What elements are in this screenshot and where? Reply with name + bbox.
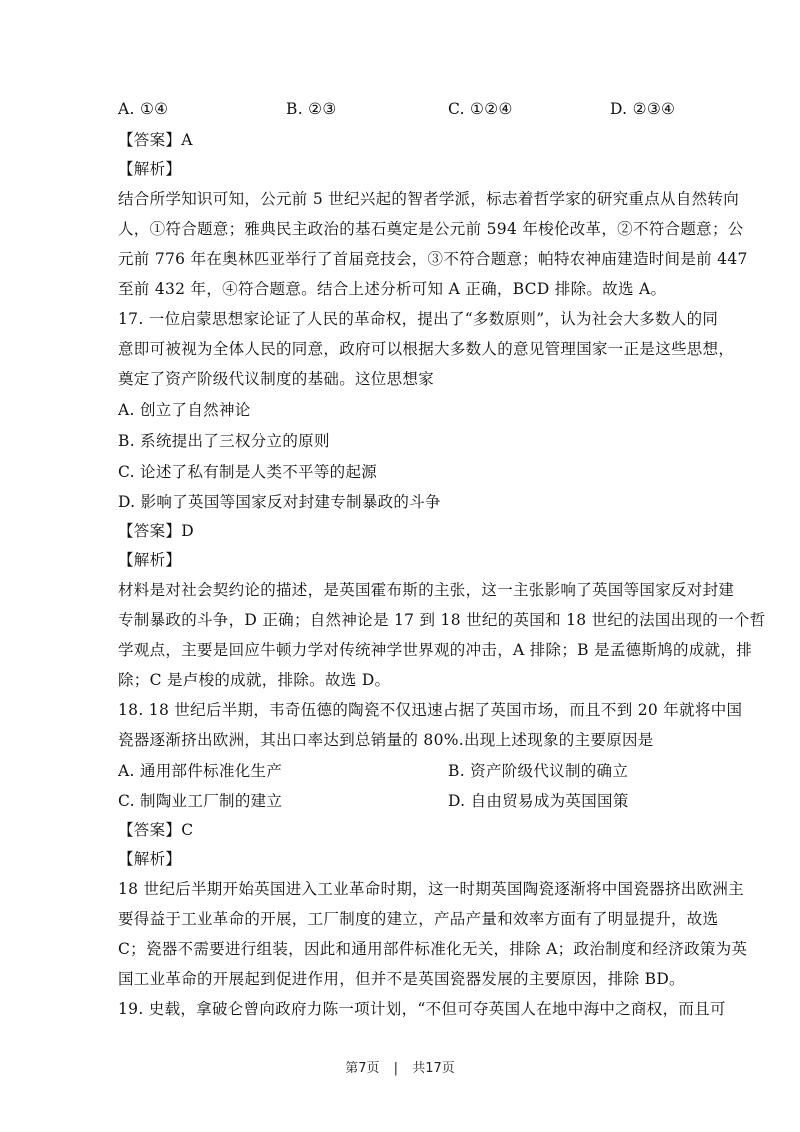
q18-stem-line-2: 瓷器逐渐挤出欧洲，其出口率达到总销量的 80%.出现上述现象的主要原因是 <box>118 731 654 749</box>
q18-options-row-2 <box>118 790 688 812</box>
q17-analysis-line-1: 材料是对社会契约论的描述，是英国霍布斯的主张，这一主张影响了英国等国家反对封建 <box>118 581 735 599</box>
q17-analysis-line-3: 学观点，主要是回应牛顿力学对传统神学世界观的冲击，A 排除；B 是孟德斯鸠的成就，排 <box>118 641 753 659</box>
q16-analysis-line-2: 人，①符合题意；雅典民主政治的基石奠定是公元前 594 年梭伦改革，②不符合题意；公 <box>118 220 744 238</box>
q16-option-d: D. ②③④ <box>610 100 676 118</box>
q16-options <box>118 98 688 120</box>
q17-analysis-line-4: 除；C 是卢梭的成就，排除。故选 D。 <box>118 671 391 689</box>
q18-analysis-line-2: 要得益于工业革命的开展，工厂制度的建立，产品产量和效率方面有了明显提升，故选 <box>118 910 719 928</box>
q17-option-d: D. 影响了英国等国家反对封建专制暴政的斗争 <box>118 493 441 511</box>
q18-analysis-line-4: 国工业革命的开展起到促进作用，但并不是英国瓷器发展的主要原因，排除 BD。 <box>118 970 685 988</box>
total-pages: 共17页 <box>412 1061 455 1076</box>
q18-options-row-1 <box>118 760 688 782</box>
q16-analysis-label: 【解析】 <box>118 160 182 178</box>
q16-analysis-line-4: 至前 432 年，④符合题意。结合上述分析可知 A 正确，BCD 排除。故选 A。 <box>118 280 667 298</box>
q18-option-a: A. 通用部件标准化生产 <box>118 762 283 780</box>
q16-option-b: B. ②③ <box>286 100 337 118</box>
page-footer <box>0 1057 800 1076</box>
q16-option-c: C. ①②④ <box>448 100 513 118</box>
q17-option-c: C. 论述了私有制是人类不平等的起源 <box>118 463 378 481</box>
q17-option-a: A. 创立了自然神论 <box>118 401 251 419</box>
q17-analysis-label: 【解析】 <box>118 551 182 569</box>
q16-analysis-line-1: 结合所学知识可知，公元前 5 世纪兴起的智者学派，标志着哲学家的研究重点从自然转向 <box>118 190 740 208</box>
q18-stem-line-1: 18. 18 世纪后半期，韦奇伍德的陶瓷不仅迅速占据了英国市场，而且不到 20 年就将中国 <box>118 701 743 719</box>
q18-option-b: B. 资产阶级代议制的确立 <box>448 762 629 780</box>
q19-stem-line-1: 19. 史载，拿破仑曾向政府力陈一项计划，“不但可夺英国人在地中海中之商权，而且可 <box>118 1000 726 1018</box>
q17-stem-line-2: 意即可被视为全体人民的同意，政府可以根据大多数人的意见管理国家一正是这些思想， <box>118 340 735 358</box>
q17-answer: 【答案】D <box>118 522 194 540</box>
q16-analysis-line-3: 元前 776 年在奥林匹亚举行了首届竞技会，③不符合题意；帕特农神庙建造时间是前 447 <box>118 250 748 268</box>
q18-analysis-label: 【解析】 <box>118 850 182 868</box>
q18-answer: 【答案】C <box>118 821 194 839</box>
q18-option-c: C. 制陶业工厂制的建立 <box>118 792 283 810</box>
q18-analysis-line-3: C；瓷器不需要进行组装，因此和通用部件标准化无关，排除 A；政治制度和经济政策为英 <box>118 940 748 958</box>
current-page: 第7页 <box>345 1061 380 1076</box>
q17-analysis-line-2: 专制暴政的斗争，D 正确；自然神论是 17 到 18 世纪的英国和 18 世纪的法国出现的一个哲 <box>118 611 766 629</box>
footer-separator: | <box>393 1061 399 1076</box>
q17-stem-line-3: 奠定了资产阶级代议制度的基础。这位思想家 <box>118 370 435 388</box>
q18-analysis-line-1: 18 世纪后半期开始英国进入工业革命时期，这一时期英国陶瓷逐渐将中国瓷器挤出欧洲主 <box>118 880 744 898</box>
q16-answer: 【答案】A <box>118 131 193 149</box>
q16-option-a: A. ①④ <box>118 100 169 118</box>
q17-stem-line-1: 17. 一位启蒙思想家论证了人民的革命权，提出了“多数原则”，认为社会大多数人的同 <box>118 310 719 328</box>
q17-option-b: B. 系统提出了三权分立的原则 <box>118 432 330 450</box>
q18-option-d: D. 自由贸易成为英国国策 <box>448 792 629 810</box>
